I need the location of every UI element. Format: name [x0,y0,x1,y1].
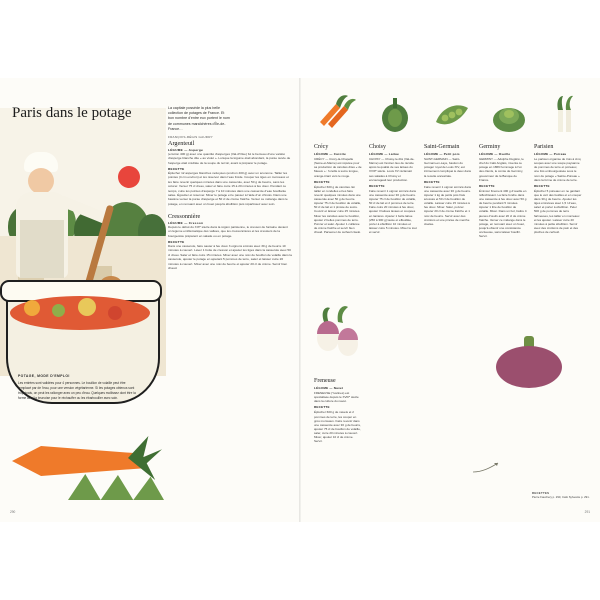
byline: FRANÇOIS-RÉGIS GAUDRY [168,135,213,140]
turnip-icon [314,304,372,374]
legume-label: LÉGUME — Poireau [534,152,567,156]
recipe-label: RECETTE [168,166,185,171]
artichoke-icon [371,92,419,136]
left-entries-column [168,140,292,277]
recipe-text: Éplucher 600 g de navets et 2 pommes de terre, les couper en gros morceaux. Faire revenir dans une casserole avec 30 g de beurre, ajouter 75 cl de bouillon de volaille, saler, cuire 20 minutes à couvert. Mixer, ajouter 10 cl de crème. Servir. [314,410,362,444]
vegetable-chunk [24,300,40,316]
intro-text: La capitale possède la plus belle collection de potages de France. Et bon nombre d'entre eux portent le nom de communes maraîchères d'Île-de-France… [168,106,230,131]
carrots-illustration [314,92,362,136]
legume-label: LÉGUME — Oseille [479,152,511,156]
column-saint-germain [424,144,472,504]
chef-head [28,168,54,194]
recipe-label: RECETTE [314,405,330,410]
intro-block [168,106,230,140]
folio-right: 291 [584,510,590,514]
entry-title: Parisien [534,144,554,150]
column-freneuse [314,378,362,445]
lettuce-icon [485,92,533,136]
carrot-body [12,446,144,476]
onion-illustration [496,336,562,388]
carrots-icon [314,92,362,136]
vegetable-chunk [108,306,122,320]
artichoke-illustration [371,92,419,136]
legume-label: LÉGUME — Asperge [168,148,204,152]
leeks-illustration [542,92,590,136]
onion-bulb [496,346,562,388]
folio-left: 290 [10,510,16,514]
entry-title: Choisy [369,144,387,150]
legume-label: LÉGUME — Cresson [168,221,204,226]
left-page [0,78,300,522]
recipe-text: Faire revenir 1 oignon émincé dans une casserole avec 30 g de beurre. Ajouter 75 cl de bouillon de volaille, 50 cl de lait et 2 pommes de terre. Faire cuire 20 minutes à feu doux, ajouter 3 laitues lavées et coupées en lanières. Ajouter 1 belle laitue (250 à 300 g) lavée et effeuillée, porter à ébullition 10 minutes et laisser cuire 5 minutes. Mixer le tout et servir. [369,188,417,234]
entry-title: Germiny [479,144,501,150]
credits-text: Pierre Fauchery p. 290, Café Sylvestre p. 291. [532,495,590,500]
recipe-label: RECETTE [534,183,550,188]
entry-title: Saint-Germain [424,144,460,150]
arrow-icon [472,458,502,476]
legume-detail: CRÉCY — Crécy-la-Chapelle (Seine-et-Marne) est réputée pour sa production de carottes dites « de Meaux » : l'oreille à sucre longue, orange-tirant vers le rouge. [314,157,362,178]
recipe-text: Dans une casserole, faire sauter à feu doux 3 oignons éminés avec 30 g de beurre 10 minutes à couvert. Laver 1 botte de cresson et ajouter les tiges dans la casserole avec 50 cl d'eau. Saler et faire cuire 15 minutes. Mixer avec une noix de bouillon de volaille dans la casserole, ajouter le potage en ajoutant 5 pommes de terre, salez et laisser cuire 20 minutes à couvert. Mixer avec une noix de beurre et ajouter 20 cl de crème. Servir bien chaud. [168,244,292,271]
peas-illustration [428,92,476,136]
carrot-greens [128,436,162,480]
legume-detail: Depuis le début du XIXᵉ siècle dans la région parisienne, le cresson de fontaine devient un légume emblématique des vallées, que les cressonnières et les cressiers de la bourgeoisie préparent en salade ou en potage. [168,225,288,238]
sun-shape [118,166,140,188]
recipe-text: Émincer finement 400 g d'oseille en réfléchissant. La faire fondre dans une casserole à feu doux avec 50 g de beurre pendant 5 minutes. Ajouter 1 litre de bouillon de volaille. Mixer. Dans un bol, battre 4 jaunes d'œufs avec 20 cl de crème fraîche. Verser ce mélange dans le potage, en remuant avec un fouet, jusqu'à obtenir une consistance onctueuse, sans laisser bouillir. Servir. [479,188,527,239]
book-gutter [299,78,301,522]
entry-title: Argenteuil [168,140,195,147]
usage-note [18,374,138,400]
vegetable-chunk [78,298,96,316]
recipe-text: Éplucher 12 asperges blanches nettoyées (environ 400 g) avec un économe. Tailler les pointes (4 cm environ) et les réserver dans l'eau froide. Couper les tiges en morceaux et les faire revenir quelques minutes dans une casserole, avec 50 g de beurre, sans les colorer. Verser 75 cl d'eau, salez et faire cuire 15 à 20 minutes à feu doux. Pendant ce temps, cuire les pointes d'asperge 7 à 10 minutes dans une casserole d'eau bouillante salée. Égoutter et réserver. Mixer le potage et le passer à l'aide d'un chinois. Dans une bassine verser la purée d'asperge et 50 cl de crème fraîche. Verser ce mélange dans le potage, en remuant avec un fouet jusqu'à ébullition puis répartissez avec soin. [168,170,289,206]
turnip-illustration [314,304,372,374]
usage-note-text: Les entrées sont validées pour 4 personnes. Le bouillon de volaille peut être remplacé par de l'eau, pour une version végétarienne. Si les potages obtenus sont trop épais, on peut les rallonger avec un peu d'eau. Quelques mollissez dont être la forme ainsi la brunoise pour le réchauffer ou les ébarbouiller avec soin. [18,381,136,400]
credits-label: RECETTES [532,491,550,496]
entry-title: Freneuse [314,378,336,384]
carrot-illustration [8,418,158,498]
column-choisy [369,144,417,504]
entry-title: Crécy [314,144,329,150]
legume-label: LÉGUME — Petit pois [424,152,460,156]
legume-detail: CHOISY — Choisy-le-Roi (Val-de-Marne) est l'ancien lieu de récolte après la qualité de ses laitues du XVIIIᵉ siècle. Louis XV réclamait ses salades à Choisy et encourageait leur production. [369,157,415,182]
usage-note-label: POTAGE, MODE D'EMPLOI [18,374,70,378]
recipe-label: RECETTE [314,179,330,184]
right-page [300,78,600,522]
legume-detail: (environ 400 g) avec une quantité d'asperges (Val-d'Oise) fut le berceau d'une variété d'asperge blanche dite « au violet ». Lorsque la légume était abondant, la purée suivie de l'asperge était créditée de la soupe du terroir, avant à préparer le potage. [168,152,291,165]
page-title: Paris dans le potage [12,105,132,121]
legume-label: LÉGUME — Carotte [314,152,347,156]
legume-label: LÉGUME — Navet [314,386,344,390]
recipe-label: RECETTE [424,179,440,184]
vegetable-chunk [52,304,65,317]
recipe-label: RECETTE [479,183,495,188]
entry-title: Cressonnière [168,213,201,221]
lettuce-illustration [485,92,533,136]
legume-label: LÉGUME — Laitue [369,152,400,156]
recipe-label: RECETTE [168,240,185,245]
legume-detail: FRENEUSE (Yvelines) est spécialisée depuis le XVIIIᵉ siècle dans la culture du navet. [314,391,359,404]
leeks-icon [542,92,590,136]
herb-leaves [68,474,164,500]
chef-apron [20,220,64,278]
legume-detail: Le parisien organise de trois à cinq soupes avec une soupe paysanne de pommes de terre et poireaux, une fois embourgeoisée sous le nom de potage « Sainte-Poireau » dans la forme de crème de terre. [534,157,581,182]
entry-cressonniere [168,213,292,270]
recipe-text: Éplucher 600 g de carottes. En tailler en rondelles et les faire revenir quelques minutes dans une casserole avec 50 g de beurre. Ajouter 75 cl de bouillon de volaille, 50 cl de lait et 1 pincée de sucre. Couvrir et laisser cuire 25 minutes. Mixer les carottes avec le bouillon, ajouter 2 belles pommes de terre. Poivrer et saler. Ajouter 1 cuillerée de crème fraîche et servir bien chaud. Parsemer de cerfeuil ciselé. [314,184,362,234]
vegetable-illustration-row [314,92,590,136]
recipe-label: RECETTE [369,183,385,188]
recipe-text: Éplucher 5 poireaux en ne gardant que le vert des feuilles et en couper dans 30 g de beurre. Ajouter les tiges émincées avec 1,5 l d'eau, salez et porter à ébullition. Peler 500 g de pommes de terre farineuses, les tailler en morceaux et les ajouter. Laisser cuire 20 minutes à petite ébullition. Servir avec des croûtons de pain et des pluches de cerfeuil. [534,188,582,234]
peas-icon [428,92,476,136]
credits-block [532,492,590,500]
recipe-text: Faire revenir 1 oignon émincé dans une casserole avec 30 g de beurre. Ajouter 1 kg de petits pois frais écossés et 50 cl de bouillon de volaille. Laisser cuire 15 minutes à feu doux. Mixer. Saler, poivrer. Ajouter 20 cl de crème fraîche et 1 noix de beurre. Servir avec des croûtons et une pincée de menthe ciselée. [424,184,472,226]
legume-detail: SAINT-GERMAIN — Saint-Germain-en-Laye, bastion du potager royal de Louis XIV, est intimement compliqué le deux dans la recette ancestrale. [424,157,472,178]
column-parisien [534,144,582,504]
legume-detail: GERMINY — Adolphe Dugléré, le chef du Café Anglais, inventa ce potage en 1869 hommage à l'un des clients, le comte de Germiny, gouverneur de la Banque de France. [479,157,524,182]
column-germiny [479,144,527,504]
entry-argenteuil [168,140,292,206]
